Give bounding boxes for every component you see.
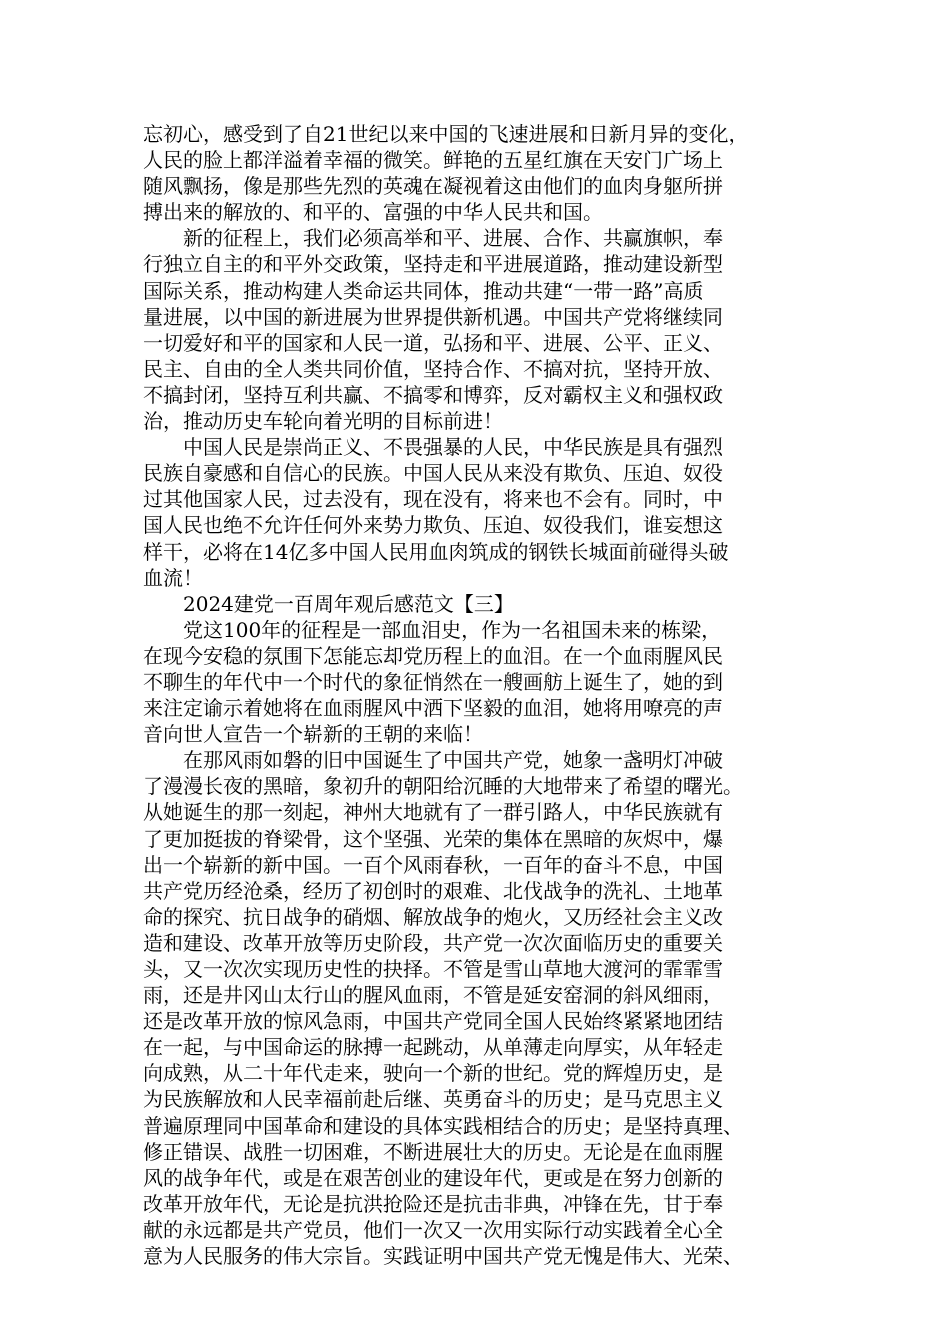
text-line: 在那风雨如磐的旧中国诞生了中国共产党，她象一盏明灯冲破 (143, 748, 723, 773)
text-line: 来注定谕示着她将在血雨腥风中洒下坚毅的血泪，她将用嘹亮的声 (143, 696, 723, 721)
text-line: 共产党历经沧桑，经历了初创时的艰难、北伐战争的洗礼、土地革 (143, 878, 723, 903)
text-line: 意为人民服务的伟大宗旨。实践证明中国共产党无愧是伟大、光荣、 (143, 1244, 743, 1269)
text-line: 人民的脸上都洋溢着幸福的微笑。鲜艳的五星红旗在天安门广场上 (143, 148, 723, 173)
text-line: 国际关系，推动构建人类命运共同体，推动共建“一带一路”高质 (143, 278, 704, 303)
text-line: 为民族解放和人民幸福前赴后继、英勇奋斗的历史；是马克思主义 (143, 1087, 723, 1112)
text-line: 了漫漫长夜的黑暗，象初升的朝阳给沉睡的大地带来了希望的曙光。 (143, 774, 743, 799)
text-line: 新的征程上，我们必须高举和平、进展、合作、共赢旗帜，奉 (143, 226, 723, 251)
text-line: 音向世人宣告一个崭新的王朝的来临！ (143, 722, 483, 747)
text-line: 样干，必将在14亿多中国人民用血肉筑成的钢铁长城面前碰得头破 (143, 539, 729, 564)
text-line: 头，又一次次实现历史性的抉择。不管是雪山草地大渡河的霏霏雪 (143, 957, 723, 981)
text-line: 量进展，以中国的新进展为世界提供新机遇。中国共产党将继续同 (143, 304, 723, 329)
text-line: 了更加挺拔的脊梁骨，这个坚强、光荣的集体在黑暗的灰烬中，爆 (143, 826, 723, 851)
text-line: 普遍原理同中国革命和建设的具体实践相结合的历史；是坚持真理、 (143, 1113, 743, 1138)
text-line: 搏出来的解放的、和平的、富强的中华人民共和国。 (143, 200, 603, 225)
text-line: 改革开放年代，无论是抗洪抢险还是抗击非典，冲锋在先，甘于奉 (143, 1191, 723, 1216)
text-line: 修正错误、战胜一切困难，不断进展壮大的历史。无论是在血雨腥 (143, 1139, 723, 1164)
text-line: 中国人民是崇尚正义、不畏强暴的人民，中华民族是具有强烈 (143, 435, 723, 460)
text-line: 不聊生的年代中一个时代的象征悄然在一艘画舫上诞生了，她的到 (143, 669, 723, 694)
text-line: 风的战争年代，或是在艰苦创业的建设年代，更或是在努力创新的 (143, 1165, 723, 1190)
text-line: 在一起，与中国命运的脉搏一起跳动，从单薄走向厚实，从年轻走 (143, 1035, 723, 1060)
text-line: 国人民也绝不允许任何外来势力欺负、压迫、奴役我们，谁妄想这 (143, 513, 723, 538)
text-line: 出一个崭新的新中国。一百个风雨春秋，一百年的奋斗不息，中国 (143, 852, 723, 877)
text-line: 造和建设、改革开放等历史阶段，共产党一次次面临历史的重要关 (143, 930, 723, 955)
text-line: 从她诞生的那一刻起，神州大地就有了一群引路人，中华民族就有 (143, 800, 723, 825)
text-line: 一切爱好和平的国家和人民一道，弘扬和平、进展、公平、正义、 (143, 330, 723, 355)
text-line: 随风飘扬，像是那些先烈的英魂在凝视着这由他们的血肉身躯所拼 (143, 174, 723, 199)
text-line: 2024建党一百周年观后感范文【三】 (143, 591, 514, 616)
text-line: 血流！ (143, 565, 203, 590)
text-line: 命的探究、抗日战争的硝烟、解放战争的炮火，又历经社会主义改 (143, 904, 723, 929)
text-line: 在现今安稳的氛围下怎能忘却党历程上的血泪。在一个血雨腥风民 (143, 643, 723, 668)
text-line: 行独立自主的和平外交政策，坚持走和平进展道路，推动建设新型 (143, 252, 723, 277)
text-line: 雨，还是井冈山太行山的腥风血雨，不管是延安窑洞的斜风细雨， (143, 983, 723, 1008)
text-line: 忘初心，感受到了自21世纪以来中国的飞速进展和日新月异的变化， (143, 122, 749, 146)
text-line: 不搞封闭，坚持互利共赢、不搞零和博弈，反对霸权主义和强权政 (143, 382, 723, 407)
text-line: 献的永远都是共产党员，他们一次又一次用实际行动实践着全心全 (143, 1217, 723, 1242)
text-line: 过其他国家人民，过去没有，现在没有，将来也不会有。同时，中 (143, 487, 723, 512)
body-text (143, 121, 807, 1269)
text-line: 向成熟，从二十年代走来，驶向一个新的世纪。党的辉煌历史，是 (143, 1061, 723, 1086)
text-line: 党这100年的征程是一部血泪史，作为一名祖国未来的栋梁， (143, 617, 722, 642)
text-line: 治，推动历史车轮向着光明的目标前进！ (143, 409, 503, 434)
text-line: 民族自豪感和自信心的民族。中国人民从来没有欺负、压迫、奴役 (143, 461, 723, 486)
text-line: 民主、自由的全人类共同价值，坚持合作、不搞对抗，坚持开放、 (143, 356, 723, 381)
text-line: 还是改革开放的惊风急雨，中国共产党同全国人民始终紧紧地团结 (143, 1009, 723, 1034)
